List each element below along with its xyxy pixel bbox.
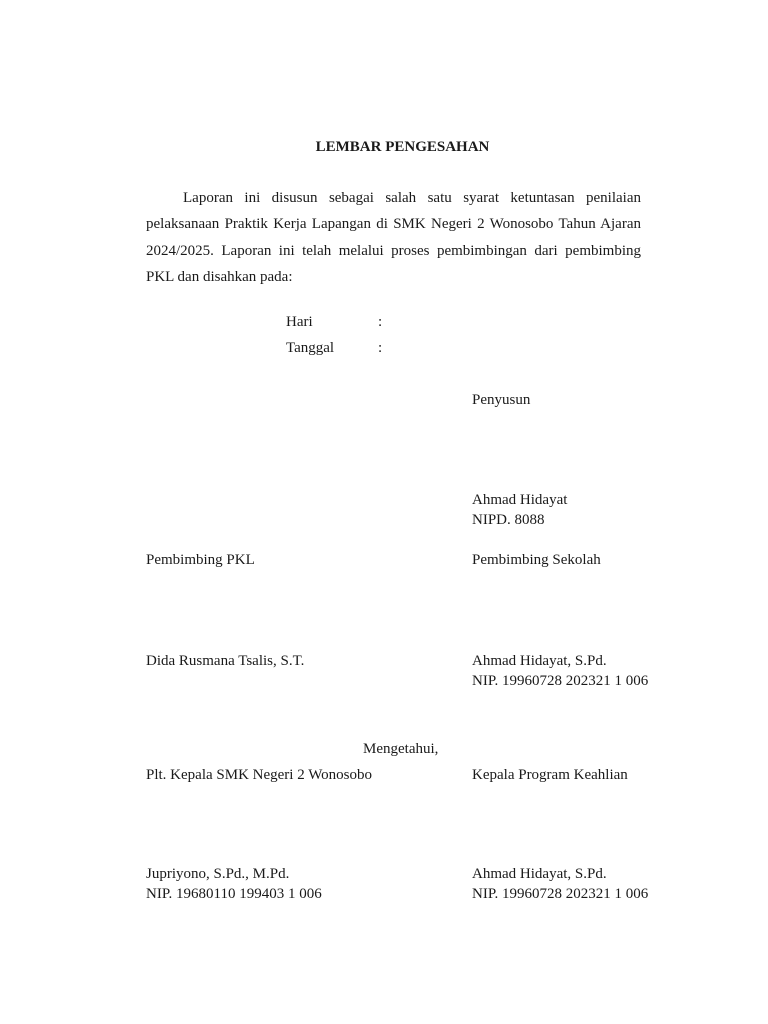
approval-paragraph: Laporan ini disusun sebagai salah satu syarat ketuntasan penilaian pelaksanaan Praktik Kerja Lapangan di SMK Negeri 2 Wonosobo Tahun Ajaran 2024/2025. Laporan ini telah melalui proses pembimbingan dari pembimbing PKL dan disahkan pada: bbox=[146, 190, 641, 285]
day-colon: : bbox=[378, 314, 383, 330]
date-label: Tanggal bbox=[286, 340, 335, 356]
acknowledged-label: Mengetahui, bbox=[363, 741, 439, 757]
author-name: Ahmad Hidayat bbox=[472, 492, 568, 508]
program-head-name: Ahmad Hidayat, S.Pd. bbox=[472, 866, 607, 882]
program-head-role: Kepala Program Keahlian bbox=[472, 767, 628, 783]
supervisor-pkl-role: Pembimbing PKL bbox=[146, 552, 255, 568]
principal-id: NIP. 19680110 199403 1 006 bbox=[146, 886, 322, 902]
day-label: Hari bbox=[286, 314, 313, 330]
program-head-id: NIP. 19960728 202321 1 006 bbox=[472, 886, 649, 902]
supervisor-school-id: NIP. 19960728 202321 1 006 bbox=[472, 673, 649, 689]
principal-role: Plt. Kepala SMK Negeri 2 Wonosobo bbox=[146, 767, 372, 783]
author-id: NIPD. 8088 bbox=[472, 512, 545, 528]
date-colon: : bbox=[378, 340, 383, 356]
page-title: LEMBAR PENGESAHAN bbox=[315, 139, 490, 155]
author-role: Penyusun bbox=[472, 392, 531, 408]
supervisor-school-role: Pembimbing Sekolah bbox=[472, 552, 601, 568]
supervisor-school-name: Ahmad Hidayat, S.Pd. bbox=[472, 653, 607, 669]
principal-name: Jupriyono, S.Pd., M.Pd. bbox=[146, 866, 290, 882]
supervisor-pkl-name: Dida Rusmana Tsalis, S.T. bbox=[146, 653, 305, 669]
